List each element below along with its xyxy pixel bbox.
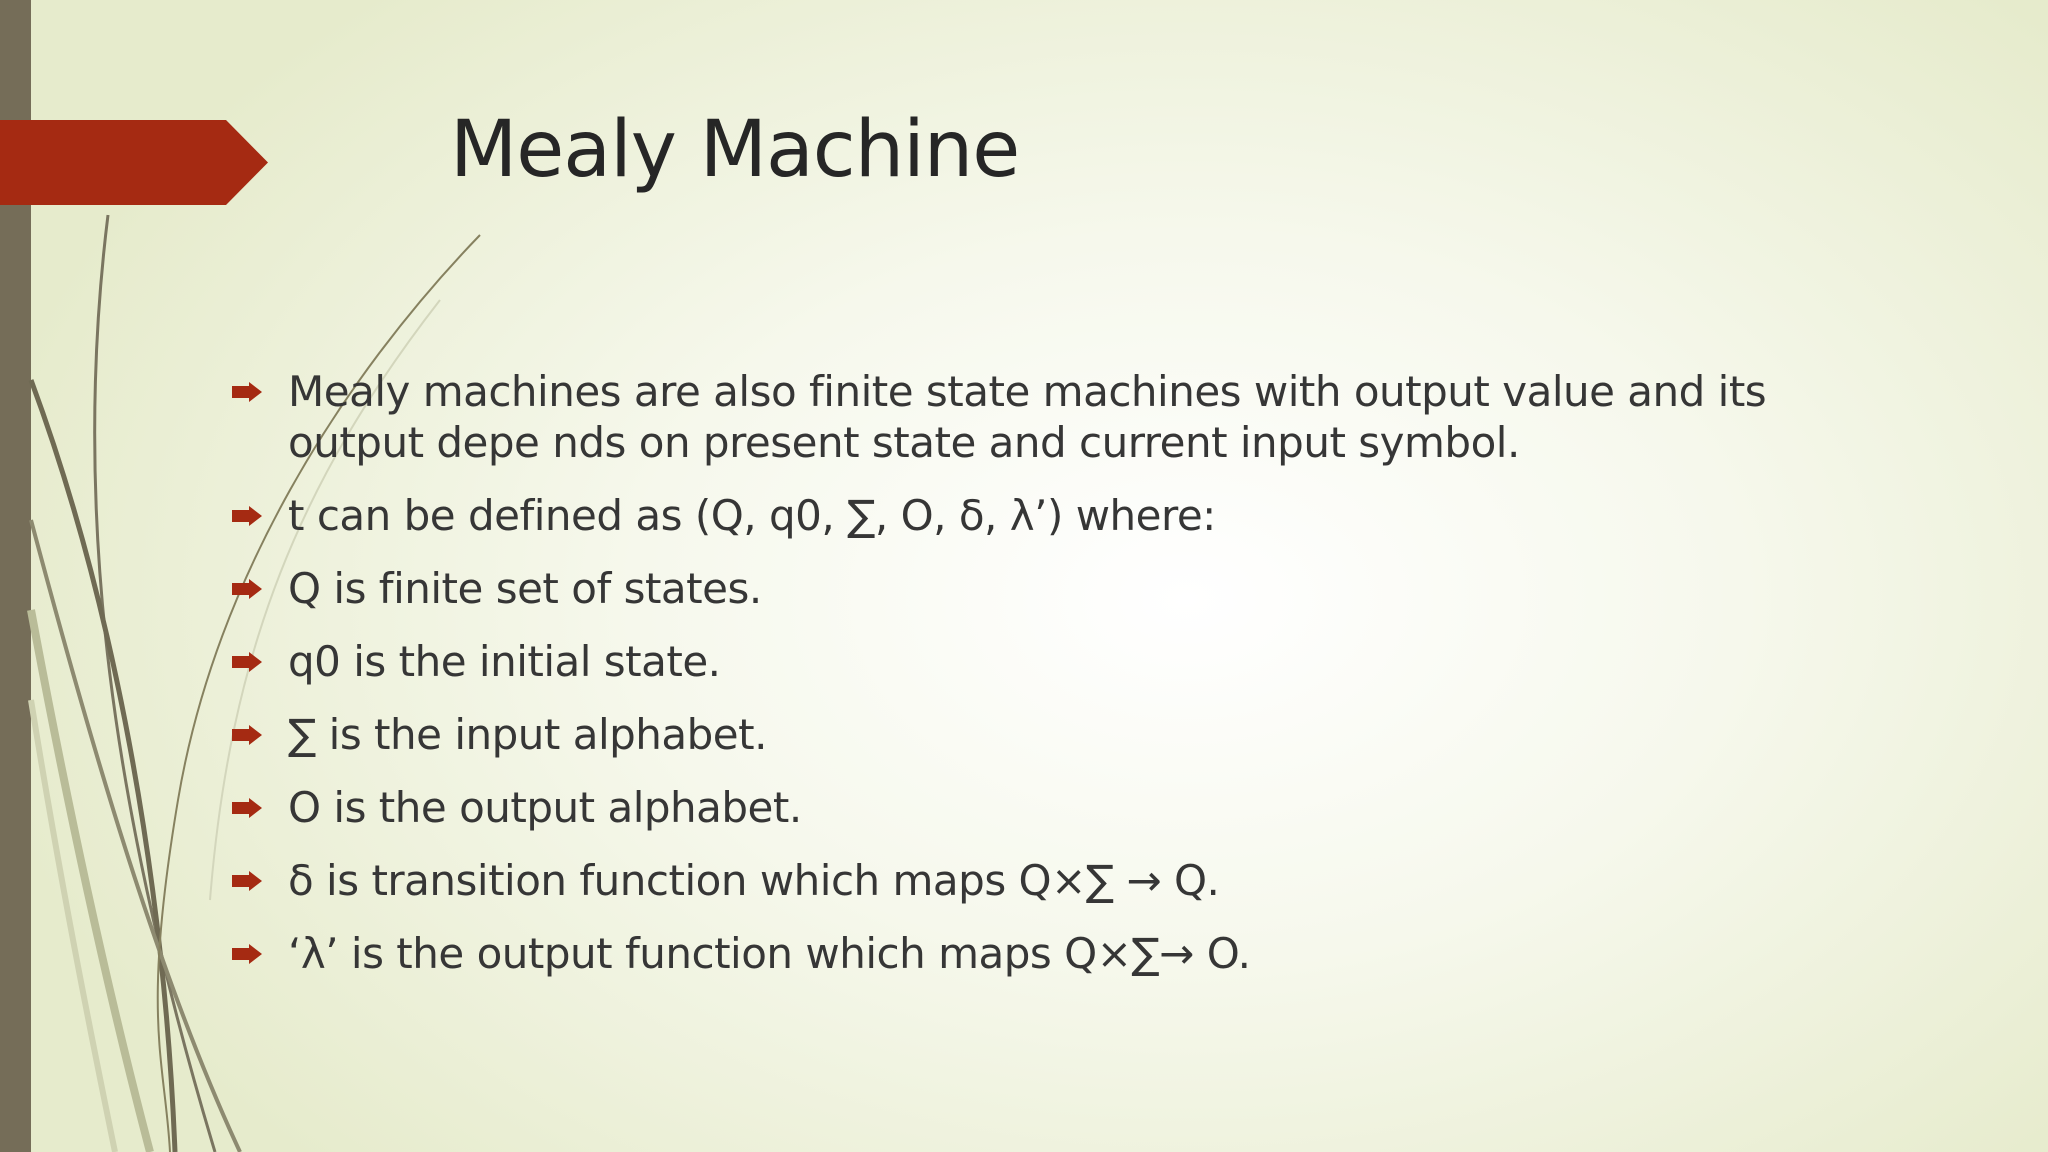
bullet-text: ∑ is the input alphabet. <box>288 710 767 759</box>
bullet-text: Mealy machines are also finite state machines with output value and its output depe nds on present state and current input symbol. <box>288 367 1767 467</box>
arrow-bullet-icon <box>232 579 262 599</box>
bullet-text: ‘λ’ is the output function which maps Q×∑→ O. <box>288 929 1251 978</box>
list-item <box>232 855 1912 906</box>
arrow-bullet-icon <box>232 506 262 526</box>
title-arrow-shape <box>0 120 268 205</box>
list-item <box>232 636 1912 687</box>
list-item <box>232 366 1912 468</box>
arrow-bullet-icon <box>232 798 262 818</box>
arrow-bullet-icon <box>232 944 262 964</box>
arrow-bullet-icon <box>232 725 262 745</box>
bullet-text: Q is finite set of states. <box>288 564 762 613</box>
arrow-bullet-icon <box>232 652 262 672</box>
bullet-text: q0 is the initial state. <box>288 637 721 686</box>
list-item <box>232 563 1912 614</box>
list-item <box>232 928 1912 979</box>
arrow-bullet-icon <box>232 871 262 891</box>
arrow-bullet-icon <box>232 382 262 402</box>
slide-title: Mealy Machine <box>450 105 1020 195</box>
bullet-list <box>232 366 1912 1001</box>
list-item <box>232 490 1912 541</box>
list-item <box>232 709 1912 760</box>
bullet-text: δ is transition function which maps Q×∑ → Q. <box>288 856 1220 905</box>
bullet-text: t can be defined as (Q, q0, ∑, O, δ, λ’) where: <box>288 491 1216 540</box>
bullet-text: O is the output alphabet. <box>288 783 802 832</box>
list-item <box>232 782 1912 833</box>
